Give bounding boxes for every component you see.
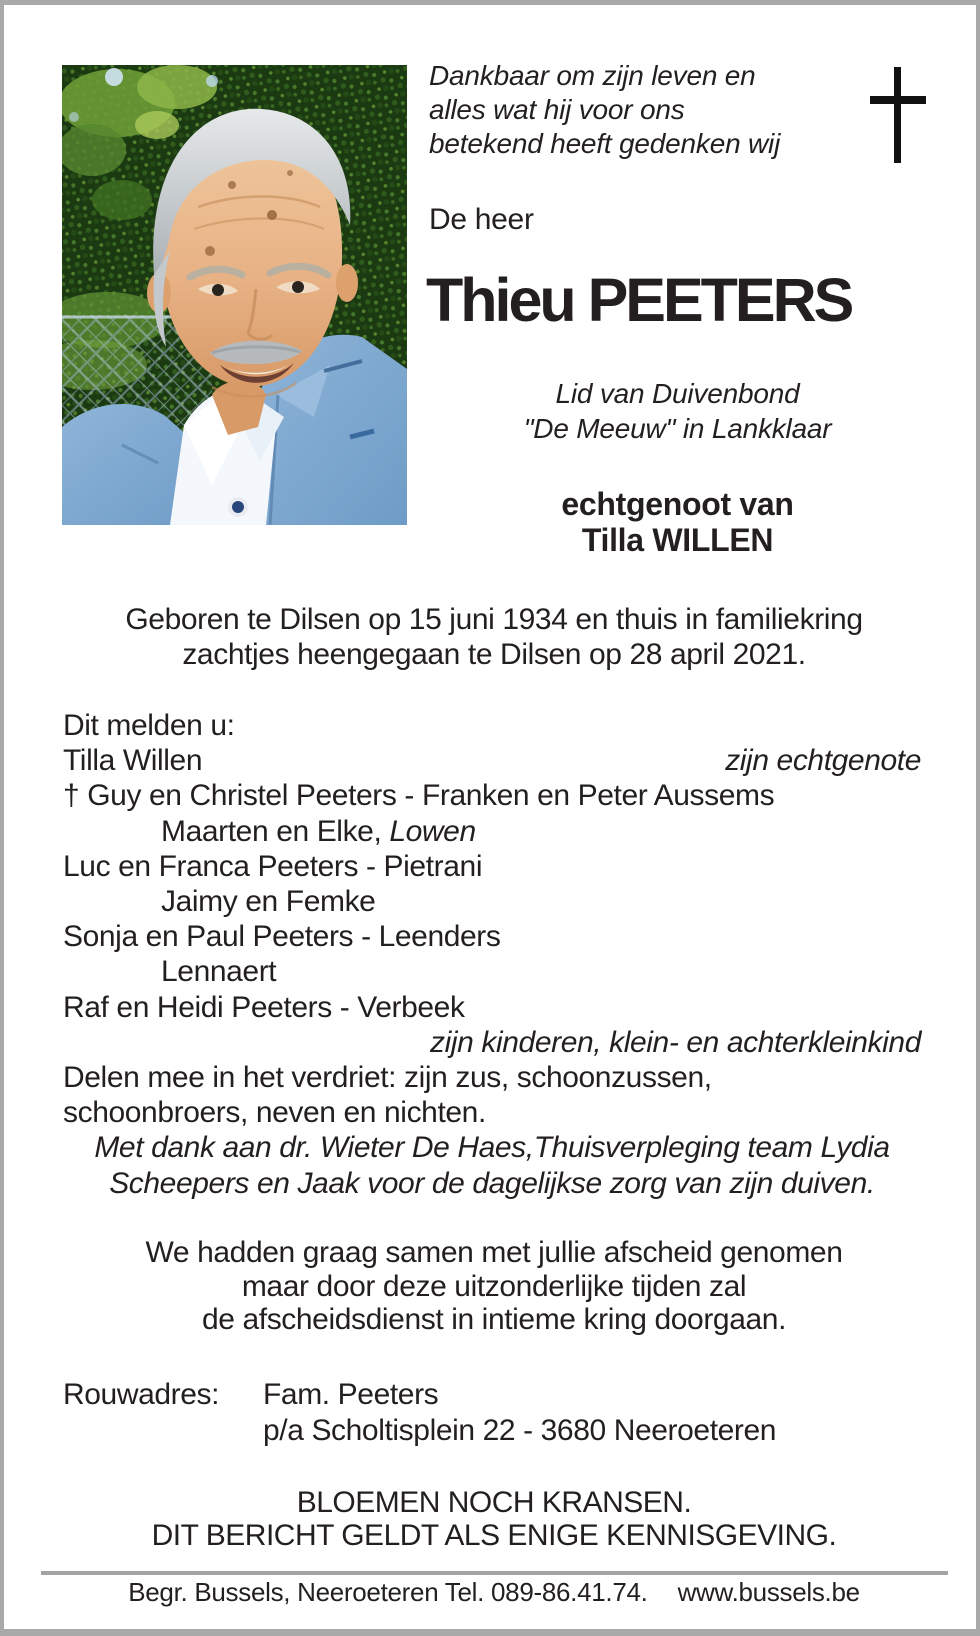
child-row: † Guy en Christel Peeters - Franken en Peter Aussems — [63, 779, 775, 813]
farewell-line-3: de afscheidsdienst in intieme kring doorgaan. — [201, 1303, 787, 1336]
membership-line-1: Lid van Duivenbond — [555, 378, 800, 409]
membership-line-2: "De Meeuw" in Lankklaar — [523, 413, 832, 444]
opening-line-3: betekend heeft gedenken wij — [429, 128, 781, 159]
widow-row — [63, 743, 921, 778]
grandchildren-names: Maarten en Elke, — [161, 814, 390, 848]
mourning-line-1: Delen mee in het verdriet: zijn zus, schoonzussen, — [63, 1061, 712, 1095]
mourning-line-2: schoonbroers, neven en nichten. — [63, 1096, 486, 1130]
children-caption: zijn kinderen, klein- en achterkleinkind — [430, 1025, 921, 1059]
farewell-line-1: We hadden graag samen met jullie afscheid genomen — [145, 1236, 843, 1269]
opening-text — [429, 59, 780, 161]
child-row: Raf en Heidi Peeters - Verbeek — [63, 990, 465, 1024]
footer-funeral-home: Begr. Bussels, Neeroeteren Tel. 089-86.41.74. — [128, 1577, 648, 1607]
opening-line-2: alles wat hij voor ons — [429, 94, 685, 125]
scan-frame-left — [0, 0, 4, 1636]
thanks-line-1: Met dank aan dr. Wieter De Haes,Thuisverpleging team Lydia — [94, 1131, 890, 1165]
opening-line-1: Dankbaar om zijn leven en — [429, 60, 756, 91]
mourning-address — [63, 1377, 776, 1449]
spouse-prefix: echtgenoot van — [561, 486, 794, 522]
mourning-address-value — [263, 1377, 776, 1449]
mourning-address-label: Rouwadres: — [63, 1378, 220, 1411]
family-intro: Dit melden u: — [63, 709, 235, 742]
notice-line-2: DIT BERICHT GELDT ALS ENIGE KENNISGEVING. — [151, 1519, 837, 1552]
divider-rule — [41, 1571, 948, 1575]
membership — [429, 376, 926, 446]
footer — [34, 1577, 954, 1607]
salutation: De heer — [429, 203, 534, 236]
grandchildren-row: Lennaert — [161, 955, 277, 989]
deceased-name: Thieu PEETERS — [426, 266, 852, 334]
grandchildren-row: Jaimy en Femke — [161, 885, 376, 919]
life-dates-line-1: Geboren te Dilsen op 15 juni 1934 en thuis in familiekring — [125, 603, 863, 636]
farewell-text — [34, 1236, 954, 1337]
spouse-name: Tilla WILLEN — [581, 522, 774, 558]
widow-relation: zijn echtgenote — [725, 744, 921, 778]
footer-website: www.bussels.be — [677, 1577, 860, 1607]
notice-line-1: BLOEMEN NOCH KRANSEN. — [296, 1486, 692, 1519]
child-row: Sonja en Paul Peeters - Leenders — [63, 920, 501, 954]
grandchildren-names-italic: Lowen — [389, 814, 476, 848]
spouse-block — [429, 486, 926, 558]
family-list — [63, 708, 921, 1201]
life-dates — [34, 602, 954, 672]
thanks-line-2: Scheepers en Jaak voor de dagelijkse zorg van zijn duiven. — [109, 1166, 875, 1200]
child-row: Luc en Franca Peeters - Pietrani — [63, 849, 483, 883]
scan-frame-top — [0, 0, 980, 5]
grandchildren-row — [63, 814, 921, 849]
mourning-address-street: p/a Scholtisplein 22 - 3680 Neeroeteren — [263, 1414, 777, 1447]
scan-frame-right — [976, 0, 980, 1636]
farewell-line-2: maar door deze uitzonderlijke tijden zal — [241, 1269, 747, 1303]
widow-name: Tilla Willen — [63, 744, 203, 778]
portrait-photo — [62, 65, 407, 525]
notice-text — [34, 1486, 954, 1552]
scan-frame-bottom — [0, 1629, 980, 1636]
mourning-address-name: Fam. Peeters — [263, 1378, 439, 1411]
life-dates-line-2: zachtjes heengegaan te Dilsen op 28 april 2021. — [182, 638, 806, 672]
obituary-page — [4, 5, 976, 1629]
